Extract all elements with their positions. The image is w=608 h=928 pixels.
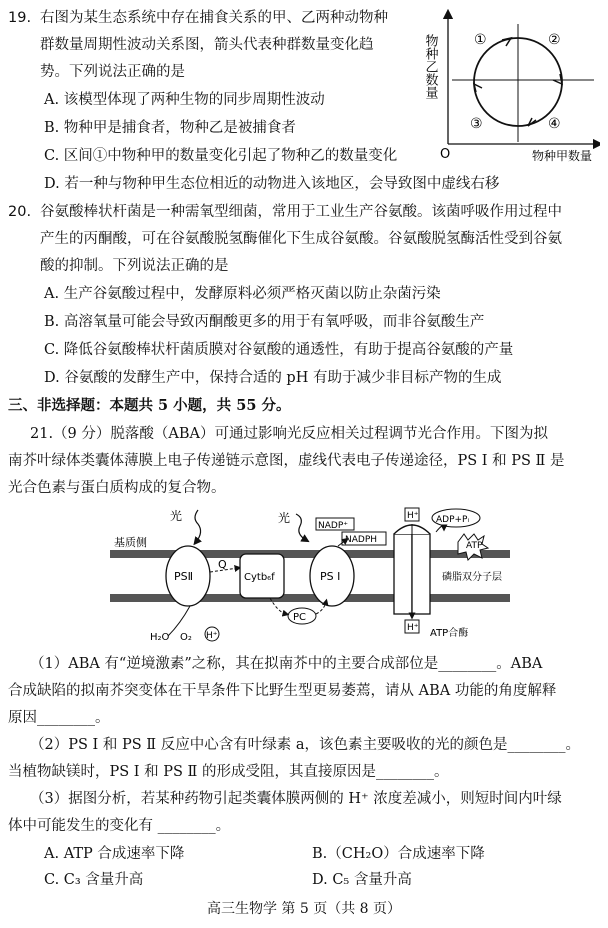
q19-stem-line-1: 右图为某生态系统中存在捕食关系的甲、乙两种动物种 <box>40 10 388 26</box>
graph-x-label: 物种甲数量 <box>532 149 593 163</box>
q21-option-b: B.（CH₂O）合成速率下降 <box>312 846 485 862</box>
q20-option-d: D. 谷氨酸的发酵生产中，保持合适的 pH 有助于减少非目标产物的生成 <box>44 370 502 386</box>
q20-number: 20. <box>8 204 32 220</box>
nadph-label: NADPH <box>345 535 378 545</box>
q19-stem-line-2: 群数量周期性波动关系图，箭头代表种群数量变化趋 <box>40 37 374 53</box>
water-label: H₂O <box>150 632 170 643</box>
graph-y-label: 物种乙数量 <box>422 34 438 99</box>
q21-intro-line-1: 21.（9 分）脱落酸（ABA）可通过影响光反应相关过程调节光合作用。下图为拟 <box>30 426 548 442</box>
q21-option-c: C. C₃ 含量升高 <box>44 872 144 888</box>
atp-synthase-right <box>412 534 430 614</box>
q19-option-a: A. 该模型体现了两种生物的同步周期性波动 <box>44 92 325 108</box>
nadp-label: NADP⁺ <box>318 521 348 531</box>
membrane-label: 磷脂双分子层 <box>442 572 502 583</box>
psi-label: PS Ⅰ <box>320 570 341 583</box>
oxygen-label: O₂ <box>180 632 192 643</box>
membrane-inner-band <box>110 594 510 602</box>
light-wave-icon <box>195 510 201 542</box>
q20-option-b: B. 高溶氧量可能会导致丙酮酸更多的用于有氧呼吸，而非谷氨酸生产 <box>44 314 485 330</box>
graph-region-2: ② <box>548 32 561 48</box>
stroma-side-label: 基质侧 <box>114 536 147 549</box>
section-3-heading: 三、非选择题：本题共 5 小题，共 55 分。 <box>8 397 291 414</box>
q21-option-a: A. ATP 合成速率下降 <box>44 846 185 862</box>
cycle-arrow-icon <box>474 84 482 92</box>
q20-option-c: C. 降低谷氨酸棒状杆菌质膜对谷氨酸的通透性，有助于提高谷氨酸的产量 <box>44 342 514 358</box>
q21-option-d: D. C₅ 含量升高 <box>312 872 412 888</box>
q21-p1-line-3: 原因________。 <box>8 710 110 726</box>
q21-p3-line-1: （3）据图分析，若某种药物引起类囊体膜两侧的 H⁺ 浓度差减小，则短时间内叶绿 <box>30 791 562 807</box>
q21-p2-line-2: 当植物缺镁时，PS Ⅰ 和 PS Ⅱ 的形成受阻，其直接原因是________。 <box>8 764 449 780</box>
cytb6f-label: Cytb₆f <box>244 572 275 583</box>
light-label-1: 光 <box>170 509 183 523</box>
h-ion-bottom-label: H⁺ <box>407 623 419 633</box>
electron-transport-diagram <box>110 506 510 644</box>
graph-region-1: ① <box>474 32 487 48</box>
q21-p2-line-1: （2）PS Ⅰ 和 PS Ⅱ 反应中心含有叶绿素 a，该色素主要吸收的光的颜色是________。 <box>30 737 580 753</box>
q21-p1-line-1: （1）ABA 有“逆境激素”之称，其在拟南芥中的主要合成部位是________。ABA <box>30 656 543 672</box>
q19-option-b: B. 物种甲是捕食者，物种乙是被捕食者 <box>44 120 296 136</box>
predator-prey-graph <box>420 4 600 164</box>
pc-label: PC <box>293 612 307 623</box>
cycle-arrow-icon <box>502 38 511 46</box>
h-ion-top-label: H⁺ <box>407 511 419 521</box>
h-ion-mid-label: H⁺ <box>206 631 218 641</box>
q20-stem-line-1: 谷氨酸棒状杆菌是一种需氧型细菌，常用于工业生产谷氨酸。该菌呼吸作用过程中 <box>40 204 562 220</box>
q20-option-a: A. 生产谷氨酸过程中，发酵原料必须严格灭菌以防止杂菌污染 <box>44 286 441 302</box>
graph-origin: O <box>440 147 451 162</box>
graph-region-3: ③ <box>470 116 483 132</box>
q19-option-c: C. 区间①中物种甲的数量变化引起了物种乙的数量变化 <box>44 148 398 164</box>
atp-synthase-left <box>394 534 412 614</box>
q20-stem-line-2: 产生的丙酮酸，可在谷氨酸脱氢酶催化下生成谷氨酸。谷氨酸脱氢酶活性受到谷氨 <box>40 231 562 247</box>
q21-p1-line-2: 合成缺陷的拟南芥突变体在干旱条件下比野生型更易萎蔫，请从 ABA 功能的角度解释 <box>8 683 557 699</box>
q21-intro-line-3: 光合色素与蛋白质构成的复合物。 <box>8 480 226 496</box>
atp-synthase-label: ATP合酶 <box>430 628 469 639</box>
q19-number: 19. <box>8 10 32 26</box>
adp-label: ADP+Pᵢ <box>436 515 470 525</box>
q21-p3-line-2: 体中可能发生的变化有 ________。 <box>8 818 231 834</box>
psii-label: PSⅡ <box>174 570 194 583</box>
graph-region-4: ④ <box>548 116 561 132</box>
q21-intro-line-2: 南芥叶绿体类囊体薄膜上电子传递链示意图，虚线代表电子传递途径，PS Ⅰ 和 PS Ⅱ 是 <box>8 453 565 469</box>
light-label-2: 光 <box>278 511 291 525</box>
q-label: Q <box>218 558 227 571</box>
q20-stem-line-3: 酸的抑制。下列说法正确的是 <box>40 258 229 274</box>
membrane-outer-band <box>110 550 510 558</box>
page-footer: 高三生物学 第 5 页（共 8 页） <box>206 901 402 917</box>
atp-formation-arrow <box>436 526 444 532</box>
q19-option-d: D. 若一种与物种甲生态位相近的动物进入该地区，会导致图中虚线右移 <box>44 176 500 192</box>
q19-stem-line-3: 势。下列说法正确的是 <box>40 64 185 80</box>
atp-label: ATP <box>466 541 483 551</box>
cycle-arrow-icon <box>553 74 562 84</box>
light-wave-icon <box>296 514 306 540</box>
